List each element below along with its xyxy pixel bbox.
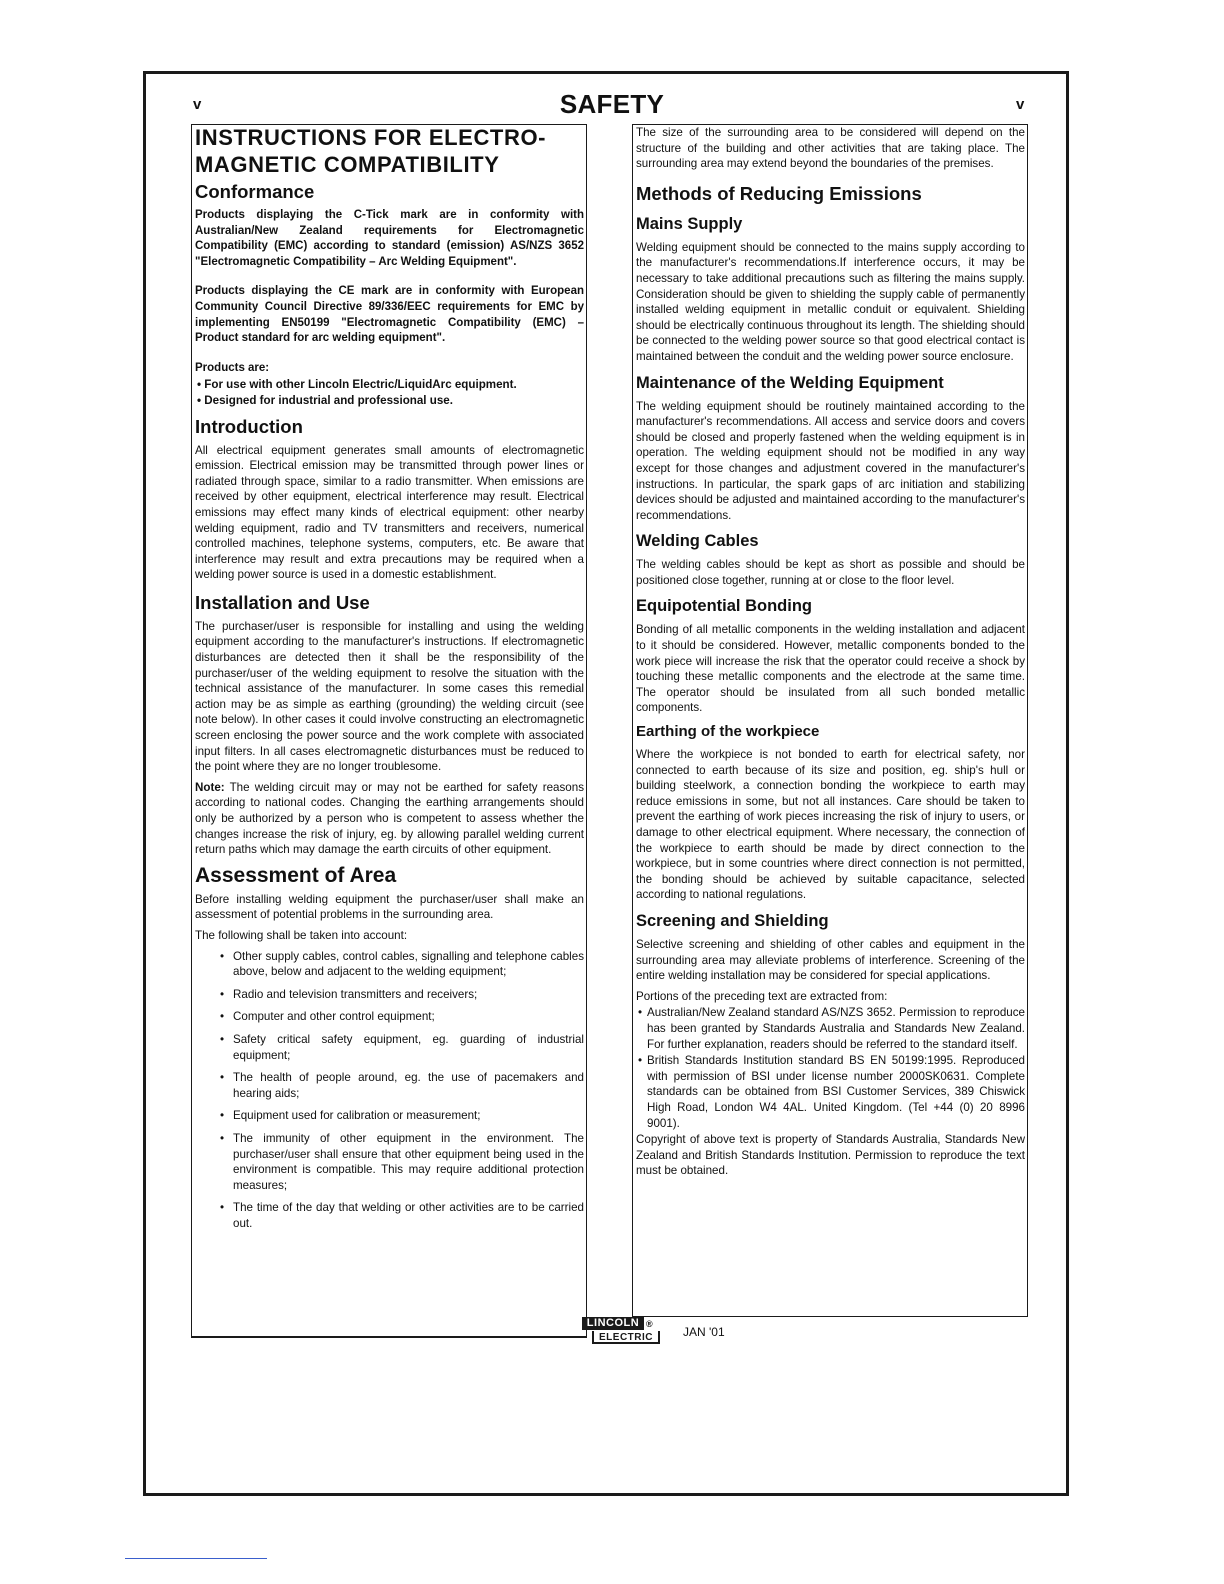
conformance-paragraph-ctick: Products displaying the C-Tick mark are in conformity with Australian/New Zealand requirements for Electromagnetic Compatibility (EMC) according to standard (emission) AS/NZS 3652 "Electromagnetic Compatibility – Arc Welding Equipment". [195, 209, 584, 268]
equipotential-bonding-heading: Equipotential Bonding [636, 597, 812, 616]
right-column [632, 124, 1028, 1317]
footer-link-underline [125, 1558, 267, 1559]
welding-cables-paragraph: The welding cables should be kept as short as possible and should be positioned close together, running at or close to the floor level. [636, 558, 1025, 587]
revision-date: JAN '01 [683, 1325, 725, 1339]
page-number-left: v [193, 96, 202, 113]
installation-heading: Installation and Use [195, 591, 370, 613]
maintenance-paragraph: The welding equipment should be routinely maintained according to the manufacturer's recommendations. All access and service doors and covers should be closed and properly fastened when the welding equipment is in operation. The welding equipment should not be modified in any way except for those changes and adjustment covered in the manufacturer's instructions. In particular, the spark gaps of arc initiation and stabilizing devices should be adjusted and maintained according to the manufacturer's recommendations. [636, 399, 1025, 522]
screening-heading: Screening and Shielding [636, 911, 829, 930]
logo-wordmark-top: LINCOLN [582, 1317, 644, 1330]
assessment-list-item: • The health of people around, eg. the use of pacemakers and hearing aids; [195, 1070, 584, 1101]
area-size-paragraph: The size of the surrounding area to be considered will depend on the structure of the building and other activities that are taking place. The surrounding area may extend beyond the boundaries of the premises. [636, 126, 1025, 171]
assessment-list-item: • The time of the day that welding or other activities are to be carried out. [195, 1200, 584, 1231]
conformance-heading: Conformance [195, 181, 315, 202]
assessment-list-item: • Computer and other control equipment; [195, 1009, 584, 1025]
products-list-item: • Designed for industrial and professional use. [197, 393, 453, 407]
logo-wordmark-bottom: ELECTRIC [592, 1331, 660, 1344]
conformance-paragraph-ce: Products displaying the CE mark are in conformity with European Community Council Directive 89/336/EEC requirements for EMC by implementing EN50199 "Electromagnetic Compatibility (EMC) – Product standard for arc welding equipment". [195, 285, 584, 345]
left-column [191, 124, 587, 1338]
assessment-list-item: • Other supply cables, control cables, signalling and telephone cables above, below and adjacent to the welding equipment; [195, 949, 584, 980]
copyright-paragraph: Copyright of above text is property of Standards Australia, Standards New Zealand and British Standards Institution. Permission to reproduce the text must be obtained. [636, 1133, 1025, 1178]
note-label: Note: [195, 780, 225, 794]
screening-paragraph: Selective screening and shielding of other cables and equipment in the surrounding area may alleviate problems of interference. Screening of the entire welding installation may be considered for special applications. [636, 937, 1025, 983]
mains-supply-heading: Mains Supply [636, 214, 743, 233]
introduction-heading: Introduction [195, 415, 303, 437]
main-heading-line-1: INSTRUCTIONS FOR ELECTRO- [195, 125, 547, 150]
assessment-list-item: • Equipment used for calibration or measurement; [195, 1108, 584, 1124]
assessment-list [195, 949, 584, 1232]
lincoln-electric-logo [578, 1317, 662, 1347]
products-list [195, 377, 584, 408]
page-number-right: v [1016, 96, 1025, 113]
note-paragraph [195, 780, 584, 858]
mains-supply-paragraph: Welding equipment should be connected to the mains supply according to the manufacturer's recommendations.If interference occurs, it may be necessary to take additional precautions such as filtering the mains supply. Consideration should be given to shielding the supply cable of permanently installed welding equipment in metallic conduit or equivalent. Shielding should be electrically continuous throughout its length. The shielding should be connected to the welding power source so that good electrical contact is maintained between the conduit and the welding power source enclosure. [636, 240, 1025, 363]
assessment-intro: The following shall be taken into account: [195, 928, 408, 942]
installation-paragraph: The purchaser/user is responsible for installing and using the welding equipment according to the manufacturer's instructions. If electromagnetic disturbances are detected then it shall be the responsibility of the purchaser/user of the welding equipment to resolve the situation with the technical assistance of the manufacturer. In some cases this remedial action may be as simple as earthing (grounding) the welding circuit (see note below). In other cases it could involve constructing an electromagnetic screen enclosing the power source and the work complete with associated input filters. In all cases electromagnetic disturbances must be reduced to the point where they are no longer troublesome. [195, 619, 584, 774]
equipotential-bonding-paragraph: Bonding of all metallic components in the welding installation and adjacent to it should be considered. However, metallic components bonded to the work piece will increase the risk that the operator could receive a shock by touching these metallic components and the electrode at the same time. The operator should be insulated from all such bonded metallic components. [636, 623, 1025, 715]
portions-intro: Portions of the preceding text are extracted from: [636, 989, 888, 1003]
sources-list [636, 1005, 1025, 1131]
assessment-paragraph: Before installing welding equipment the purchaser/user shall make an assessment of potential problems in the surrounding area. [195, 892, 584, 922]
sources-list-item: • Australian/New Zealand standard AS/NZS 3652. Permission to reproduce has been granted by Standards Australia and Standards New Zealand. For further explanation, readers should be referred to the standard itself. [636, 1005, 1025, 1052]
methods-heading: Methods of Reducing Emissions [636, 182, 922, 204]
main-heading-line-2: MAGNETIC COMPATIBILITY [195, 152, 500, 177]
welding-cables-heading: Welding Cables [636, 532, 759, 551]
introduction-paragraph: All electrical equipment generates small amounts of electromagnetic emission. Electrical emission may be transmitted through power lines or radiated through space, similar to a radio transmitter. When emissions are received by other equipment, electrical interference may result. Electrical emissions may effect many kinds of electrical equipment: other nearby welding equipment, radio and TV transmitters and receivers, numerical controlled machines, telephone systems, computers, etc. Be aware that interference may result and extra precautions may be required when a welding power source is used in a domestic establishment. [195, 443, 584, 582]
logo-registered-mark: ® [646, 1319, 653, 1329]
maintenance-heading: Maintenance of the Welding Equipment [636, 373, 944, 392]
products-are-label: Products are: [195, 361, 270, 374]
assessment-list-item: • Radio and television transmitters and receivers; [195, 987, 584, 1003]
earthing-paragraph: Where the workpiece is not bonded to earth for electrical safety, nor connected to earth because of its size and position, eg. ship's hull or building steelwork, a connection bonding the workpiece to earth may reduce emissions in some, but not all instances. Care should be taken to prevent the earthing of work pieces increasing the risk of injury to users, or damage to other electrical equipment. Where necessary, the connection of the workpiece to earth should be made by direct connection to the workpiece, but in some countries where direct connection is not permitted, the bonding should be achieved by suitable capacitance, selected according to national regulations. [636, 748, 1025, 902]
assessment-heading: Assessment of Area [195, 863, 397, 887]
products-list-item: • For use with other Lincoln Electric/LiquidArc equipment. [197, 378, 517, 392]
assessment-list-item: • Safety critical safety equipment, eg. guarding of industrial equipment; [195, 1032, 584, 1063]
sources-list-item: • British Standards Institution standard BS EN 50199:1995. Reproduced with permission of BSI under license number 2000SK0631. Complete standards can be obtained from BSI Customer Services, 389 Chiswick High Road, London W4 4AL. United Kingdom. (Tel +44 (0) 20 8996 9001). [636, 1053, 1025, 1131]
assessment-list-item: • The immunity of other equipment in the environment. The purchaser/user shall ensure that other equipment being used in the environment is compatible. This may require additional protection measures; [195, 1131, 584, 1193]
note-text: The welding circuit may or may not be earthed for safety reasons according to national codes. Changing the earthing arrangements should only be authorized by a person who is competent to assess whether the changes increase the risk of injury, eg. by allowing parallel welding current return paths which may damage the earth circuits of other equipment. [195, 780, 584, 857]
earthing-heading: Earthing of the workpiece [636, 723, 820, 741]
page-title: SAFETY [559, 89, 665, 119]
